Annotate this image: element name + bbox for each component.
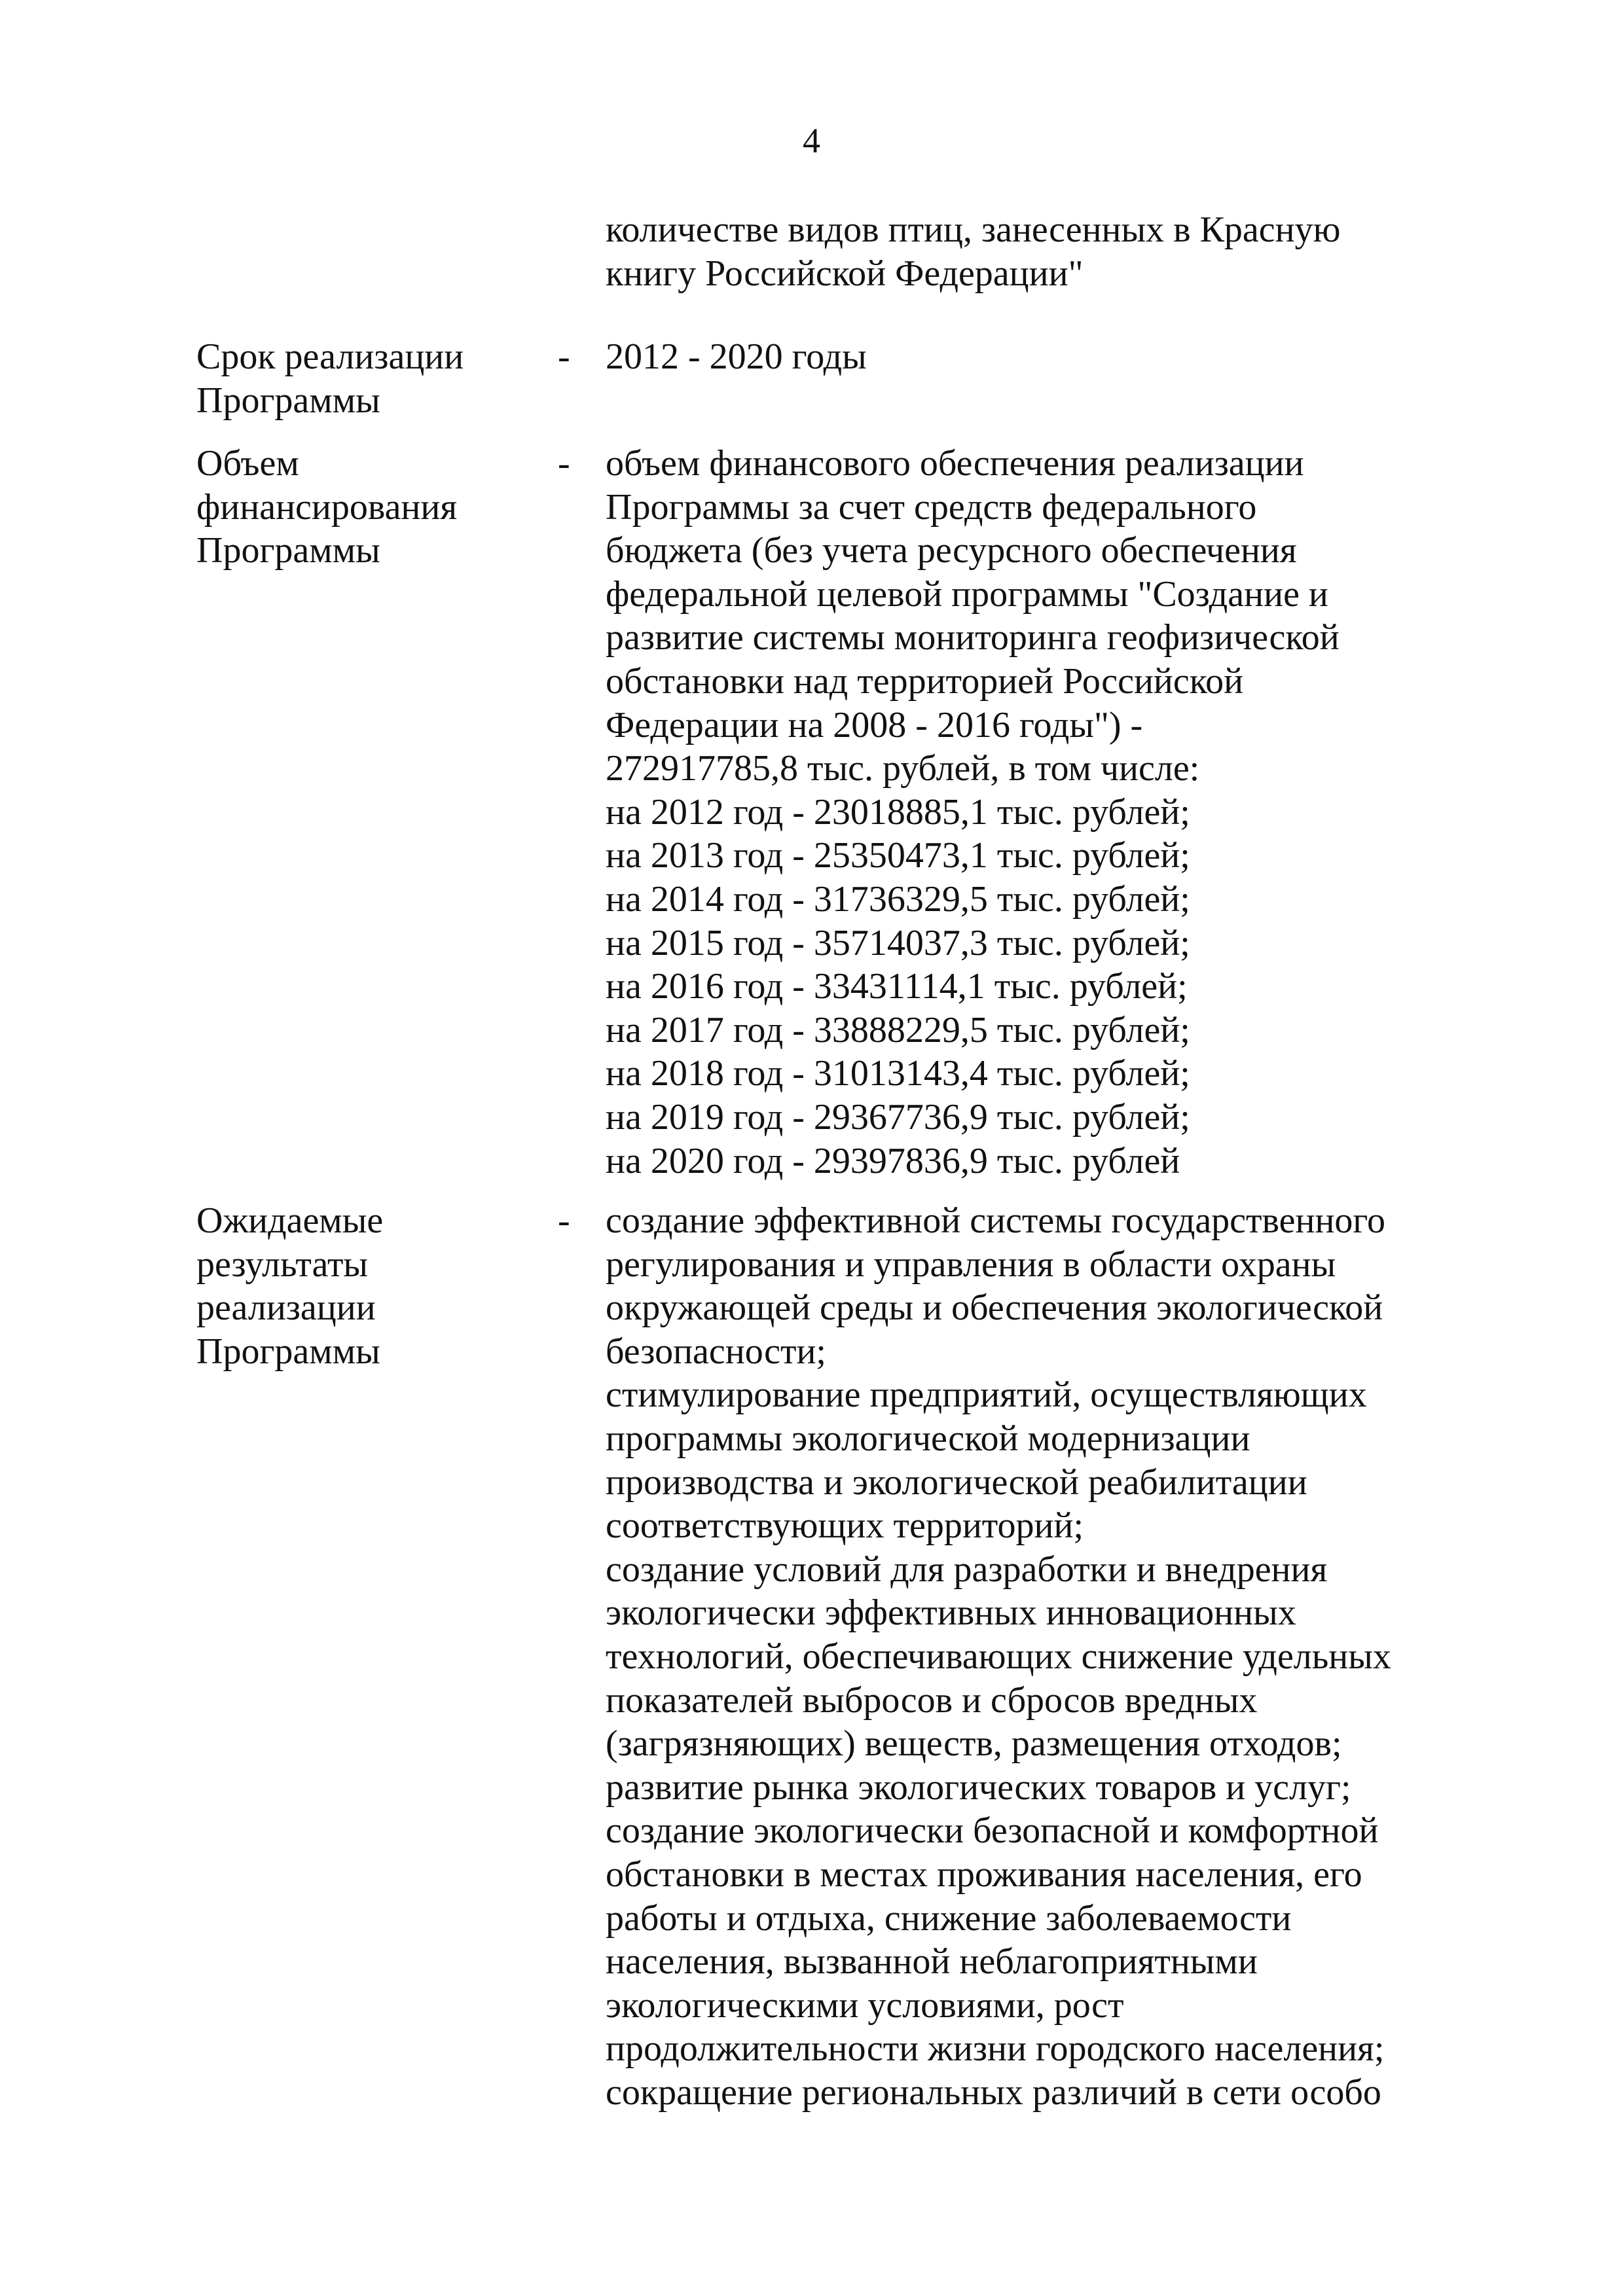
value-line: (загрязняющих) веществ, размещения отходов; (606, 1723, 1342, 1765)
value-line: обстановки в местах проживания населения, его (606, 1854, 1362, 1895)
text-line: книгу Российской Федерации" (606, 253, 1084, 294)
text-line: количестве видов птиц, занесенных в Красную (606, 209, 1341, 250)
row-dash: - (558, 443, 570, 484)
value-line: Федерации на 2008 - 2016 годы") - (606, 704, 1143, 745)
value-line: создание условий для разработки и внедрения (606, 1549, 1328, 1590)
value-line: показателей выбросов и сбросов вредных (606, 1679, 1258, 1721)
value-line: сокращение региональных различий в сети особо (606, 2072, 1381, 2113)
value-line: окружающей среды и обеспечения экологической (606, 1287, 1383, 1329)
value-line: развитие рынка экологических товаров и услуг; (606, 1767, 1351, 1808)
row-value (606, 442, 1340, 1183)
value-line: населения, вызванной неблагоприятными (606, 1941, 1258, 1982)
value-line: Программы за счет средств федерального (606, 486, 1257, 528)
value-line: экологическими условиями, рост (606, 1984, 1124, 2026)
label-line: Программы (196, 1331, 380, 1372)
value-line: на 2020 год - 29397836,9 тыс. рублей (606, 1140, 1180, 1181)
continuation-text (606, 208, 1340, 295)
value-line: на 2014 год - 31736329,5 тыс. рублей; (606, 878, 1190, 920)
row-dash: - (558, 1200, 570, 1241)
label-line: Ожидаемые (196, 1200, 384, 1241)
value-line: стимулирование предприятий, осуществляющих (606, 1374, 1367, 1416)
value-line: соответствующих территорий; (606, 1505, 1084, 1547)
value-line: на 2017 год - 33888229,5 тыс. рублей; (606, 1009, 1190, 1050)
value-line: 2012 - 2020 годы (606, 336, 867, 377)
row-label (196, 442, 457, 573)
value-line: на 2016 год - 33431114,1 тыс. рублей; (606, 966, 1188, 1007)
value-line: федеральной целевой программы "Создание и (606, 573, 1328, 615)
row-value (606, 335, 867, 379)
value-line: на 2018 год - 31013143,4 тыс. рублей; (606, 1053, 1190, 1094)
value-line: создание эффективной системы государственного (606, 1200, 1385, 1241)
row-value (606, 1199, 1391, 2114)
value-line: обстановки над территорией Российской (606, 660, 1244, 702)
value-line: продолжительности жизни городского населения; (606, 2028, 1385, 2070)
value-line: бюджета (без учета ресурсного обеспечения (606, 530, 1297, 571)
value-line: объем финансового обеспечения реализации (606, 443, 1304, 484)
value-line: создание экологически безопасной и комфортной (606, 1810, 1379, 1852)
label-line: результаты (196, 1244, 369, 1285)
row-label (196, 1199, 383, 1373)
value-line: 272917785,8 тыс. рублей, в том числе: (606, 748, 1200, 789)
value-line: технологий, обеспечивающих снижение удельных (606, 1636, 1391, 1677)
value-line: на 2019 год - 29367736,9 тыс. рублей; (606, 1096, 1190, 1138)
value-line: безопасности; (606, 1331, 826, 1372)
value-line: работы и отдыха, снижение заболеваемости (606, 1897, 1292, 1939)
value-line: на 2013 год - 25350473,1 тыс. рублей; (606, 835, 1190, 876)
label-line: Программы (196, 380, 380, 421)
label-line: финансирования (196, 486, 458, 528)
value-line: регулирования и управления в области охраны (606, 1244, 1336, 1285)
value-line: программы экологической модернизации (606, 1418, 1250, 1459)
row-dash: - (558, 336, 570, 377)
label-line: Объем (196, 443, 299, 484)
label-line: Программы (196, 530, 380, 571)
value-line: экологически эффективных инновационных (606, 1592, 1296, 1634)
value-line: на 2015 год - 35714037,3 тыс. рублей; (606, 922, 1190, 963)
row-label (196, 335, 464, 422)
value-line: производства и экологической реабилитации (606, 1462, 1307, 1503)
label-line: реализации (196, 1287, 376, 1329)
page-number: 4 (803, 121, 820, 160)
value-line: на 2012 год - 23018885,1 тыс. рублей; (606, 791, 1190, 833)
label-line: Срок реализации (196, 336, 464, 377)
value-line: развитие системы мониторинга геофизической (606, 617, 1340, 658)
